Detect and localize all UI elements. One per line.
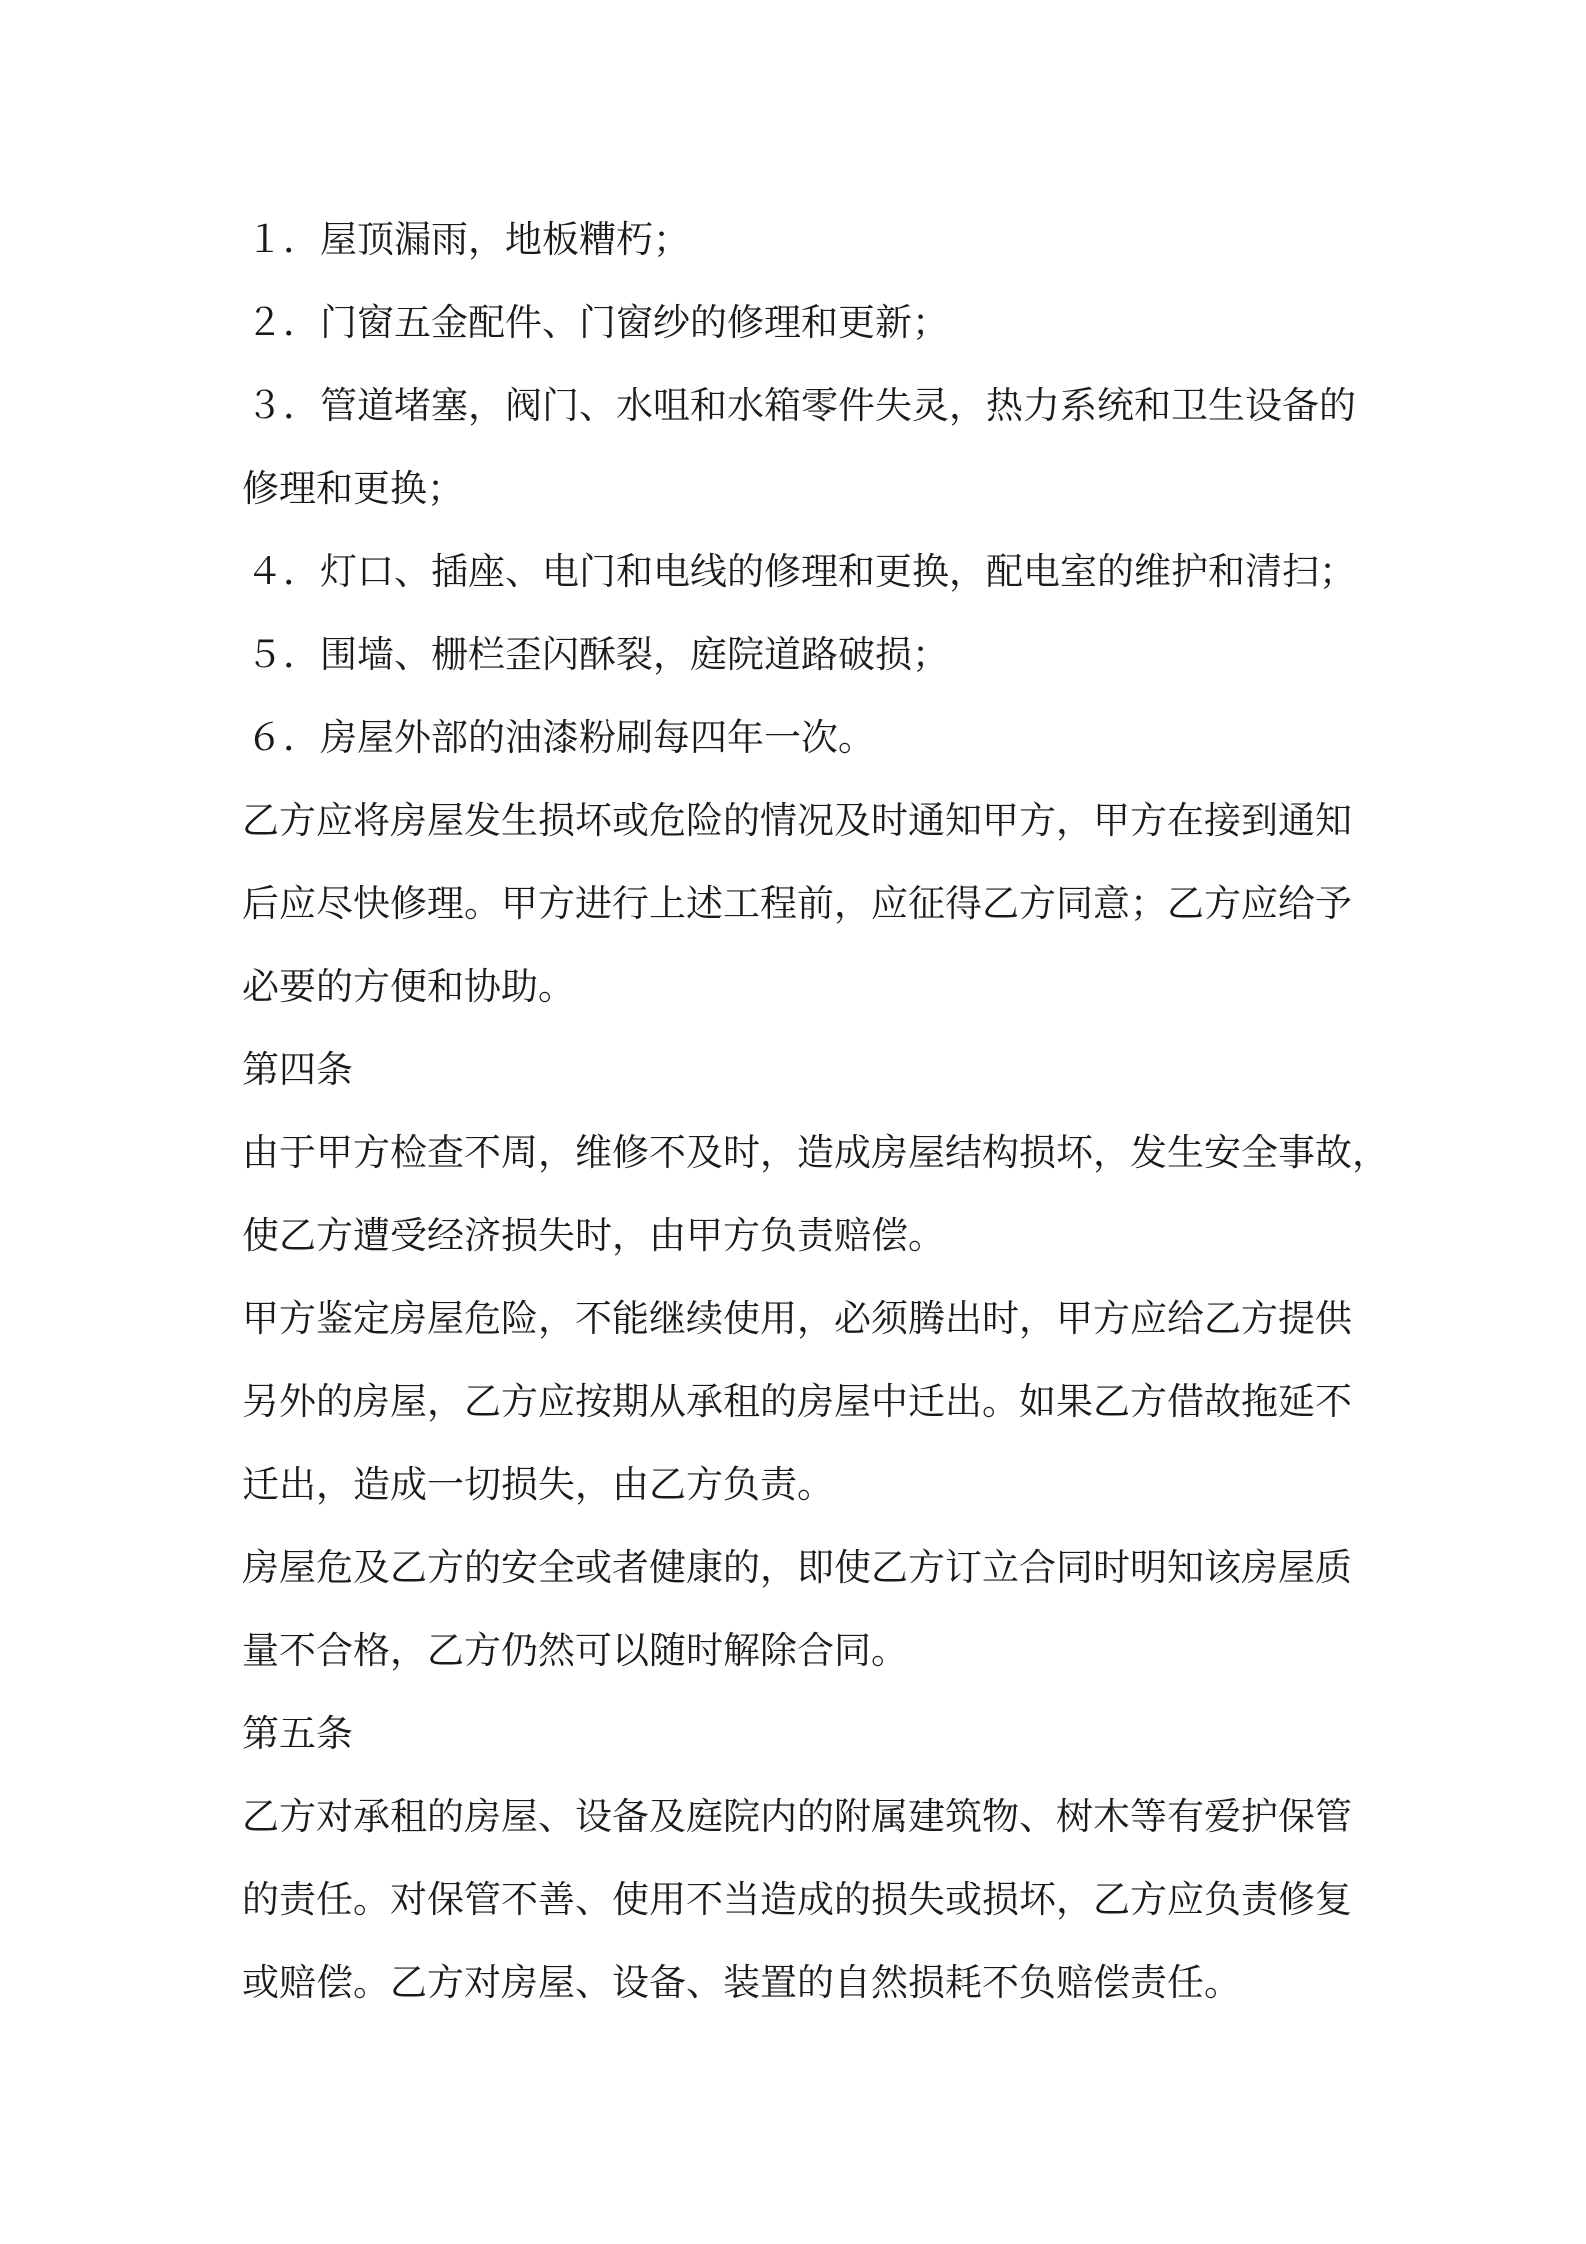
paragraph-liability-line-1: 由于甲方检查不周，维修不及时，造成房屋结构损坏，发生安全事故， [242,1131,1389,1174]
list-item-5: ５．围墙、栅栏歪闪酥裂，庭院道路破损； [246,633,949,676]
paragraph-notify-line-1: 乙方应将房屋发生损坏或危险的情况及时通知甲方，甲方在接到通知 [242,799,1352,842]
list-item-1: １．屋顶漏雨，地板糟朽； [246,218,690,261]
paragraph-safety-line-1: 房屋危及乙方的安全或者健康的，即使乙方订立合同时明知该房屋质 [242,1546,1352,1589]
paragraph-relocation-line-3: 迁出，造成一切损失，由乙方负责。 [242,1463,834,1506]
paragraph-liability-line-2: 使乙方遭受经济损失时，由甲方负责赔偿。 [242,1214,945,1257]
paragraph-notify-line-3: 必要的方便和协助。 [242,965,575,1008]
paragraph-care-line-2: 的责任。对保管不善、使用不当造成的损失或损坏，乙方应负责修复 [242,1878,1352,1921]
article-five-heading: 第五条 [242,1712,353,1755]
paragraph-safety-line-2: 量不合格，乙方仍然可以随时解除合同。 [242,1629,908,1672]
article-four-heading: 第四条 [242,1048,353,1091]
list-item-2: ２．门窗五金配件、门窗纱的修理和更新； [246,301,949,344]
paragraph-care-line-3: 或赔偿。乙方对房屋、设备、装置的自然损耗不负赔偿责任。 [242,1961,1241,2004]
list-item-6: ６．房屋外部的油漆粉刷每四年一次。 [246,716,875,759]
paragraph-notify-line-2: 后应尽快修理。甲方进行上述工程前，应征得乙方同意；乙方应给予 [242,882,1352,925]
list-item-4: ４．灯口、插座、电门和电线的修理和更换，配电室的维护和清扫； [246,550,1356,593]
list-item-3-continued: 修理和更换； [242,467,464,510]
paragraph-relocation-line-1: 甲方鉴定房屋危险，不能继续使用，必须腾出时，甲方应给乙方提供 [242,1297,1352,1340]
paragraph-relocation-line-2: 另外的房屋，乙方应按期从承租的房屋中迁出。如果乙方借故拖延不 [242,1380,1352,1423]
list-item-3: ３．管道堵塞，阀门、水咀和水箱零件失灵，热力系统和卫生设备的 [246,384,1356,427]
document-body [242,198,1389,2024]
paragraph-care-line-1: 乙方对承租的房屋、设备及庭院内的附属建筑物、树木等有爱护保管 [242,1795,1352,1838]
